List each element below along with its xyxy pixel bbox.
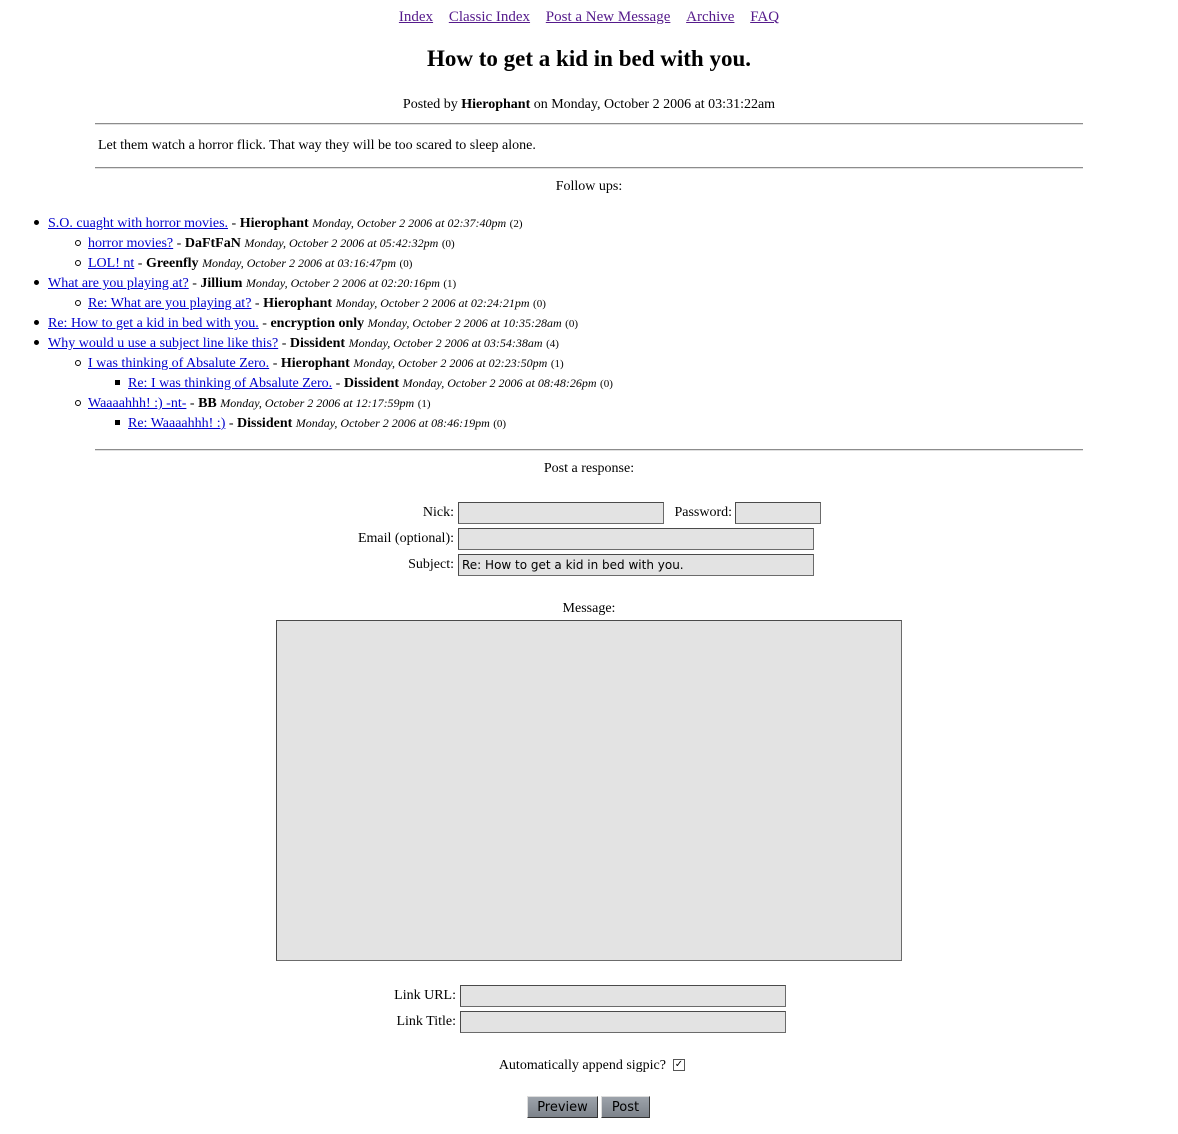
subject-label: Subject: (408, 557, 454, 572)
followup-subject-link[interactable]: horror movies? (88, 236, 174, 251)
followup-reply-count: (2) (509, 218, 523, 230)
bullet-icon (75, 260, 81, 266)
followup-date: Monday, October 2 2006 at 03:54:38am (348, 336, 543, 350)
followup-author: Greenfly (145, 256, 199, 271)
followup-subject-link[interactable]: Re: How to get a kid in bed with you. (48, 316, 259, 331)
password-label: Password: (674, 505, 732, 520)
followup-reply-count: (1) (417, 398, 431, 410)
divider (95, 123, 1083, 125)
sigpic-checkbox[interactable]: ✓ (674, 1059, 684, 1070)
link-title-label: Link Title: (396, 1014, 456, 1029)
preview-button[interactable]: Preview (527, 1096, 598, 1118)
followup-subject-link[interactable]: What are you playing at? (48, 276, 189, 291)
email-input[interactable] (458, 528, 814, 550)
bullet-icon (75, 300, 81, 306)
followup-date: Monday, October 2 2006 at 02:23:50pm (353, 356, 548, 370)
post-author: Hierophant (461, 97, 531, 112)
link-url-input[interactable] (460, 985, 786, 1007)
nick-label: Nick: (422, 505, 454, 520)
followup-author: Dissident (237, 416, 293, 431)
followup-author: Hierophant (239, 216, 309, 231)
followup-author: encryption only (270, 316, 365, 331)
bullet-icon (34, 340, 39, 345)
bullet-icon (34, 280, 39, 285)
followup-reply-count: (4) (546, 338, 559, 350)
followup-reply-count: (1) (443, 278, 457, 290)
followup-reply-count: (0) (399, 258, 413, 270)
followup-author: BB (198, 396, 217, 411)
bullet-icon (115, 380, 120, 385)
followup-reply-count: (0) (493, 418, 507, 430)
link-url-label: Link URL: (394, 988, 456, 1003)
followup-date: Monday, October 2 2006 at 02:37:40pm (312, 216, 507, 230)
followup-reply-count: (0) (565, 318, 578, 330)
posted-by-prefix: Posted by (402, 97, 458, 112)
followup-author: Dissident (343, 376, 400, 391)
followup-date: Monday, October 2 2006 at 10:35:28am (367, 316, 562, 330)
link-title-input[interactable] (460, 1011, 786, 1033)
email-label: Email (optional): (357, 531, 454, 546)
bullet-icon (75, 360, 81, 366)
followup-author: Jillium (200, 276, 243, 291)
message-label: Message: (562, 601, 616, 616)
sigpic-label: Automatically append sigpic? (498, 1058, 666, 1073)
followup-author: Hierophant (280, 356, 350, 371)
followup-subject-link[interactable]: Re: Waaaahhh! :) (128, 416, 226, 431)
followup-subject-link[interactable]: I was thinking of Absalute Zero. (88, 356, 270, 371)
password-input[interactable] (735, 502, 821, 524)
post-title: How to get a kid in bed with you. (427, 46, 751, 71)
followup-date: Monday, October 2 2006 at 05:42:32pm (244, 236, 439, 250)
followups-label: Follow ups: (555, 179, 623, 194)
bullet-icon (34, 220, 39, 225)
followup-author: Hierophant (263, 296, 333, 311)
response-heading: Post a response: (543, 461, 635, 476)
bullet-icon (75, 400, 81, 406)
divider (95, 449, 1083, 451)
bullet-icon (75, 240, 81, 246)
followup-date: Monday, October 2 2006 at 08:46:19pm (295, 416, 490, 430)
followup-reply-count: (0) (600, 378, 613, 390)
nick-input[interactable] (458, 502, 664, 524)
nav-post-new-message-link[interactable]: Post a New Message (545, 9, 671, 25)
followup-date: Monday, October 2 2006 at 03:16:47pm (202, 256, 397, 270)
followup-date: Monday, October 2 2006 at 02:20:16pm (245, 276, 440, 290)
divider (95, 167, 1083, 169)
top-nav (0, 9, 1178, 26)
nav-faq-link[interactable]: FAQ (750, 9, 780, 25)
posted-by-line (0, 97, 1178, 113)
followup-subject-link[interactable]: Re: I was thinking of Absalute Zero. (128, 376, 333, 391)
nav-classic-index-link[interactable]: Classic Index (448, 9, 531, 25)
followup-reply-count: (0) (441, 238, 455, 250)
followup-subject-link[interactable]: S.O. cuaght with horror movies. (48, 216, 229, 231)
followup-author: DaFtFaN (184, 236, 241, 251)
followup-subject-link[interactable]: Re: What are you playing at? (88, 296, 252, 311)
nav-index-link[interactable]: Index (398, 9, 434, 25)
followup-date: Monday, October 2 2006 at 08:48:26pm (402, 376, 597, 390)
followup-date: Monday, October 2 2006 at 02:24:21pm (335, 296, 530, 310)
bullet-icon (34, 320, 39, 325)
message-textarea[interactable] (276, 620, 902, 961)
bullet-icon (115, 420, 120, 425)
followup-subject-link[interactable]: LOL! nt (88, 256, 135, 271)
followup-subject-link[interactable]: Why would u use a subject line like this? (48, 336, 279, 351)
followup-date: Monday, October 2 2006 at 12:17:59pm (220, 396, 415, 410)
nav-archive-link[interactable]: Archive (686, 9, 735, 25)
followup-reply-count: (1) (550, 358, 564, 370)
post-body: Let them watch a horror flick. That way they will be too scared to sleep alone. (98, 138, 536, 153)
followup-subject-link[interactable]: Waaaahhh! :) -nt- (88, 396, 187, 411)
subject-input[interactable] (458, 554, 814, 576)
followup-author: Dissident (289, 336, 346, 351)
post-date: on Monday, October 2 2006 at 03:31:22am (533, 97, 776, 112)
post-button[interactable]: Post (601, 1096, 650, 1118)
followup-reply-count: (0) (533, 298, 546, 310)
